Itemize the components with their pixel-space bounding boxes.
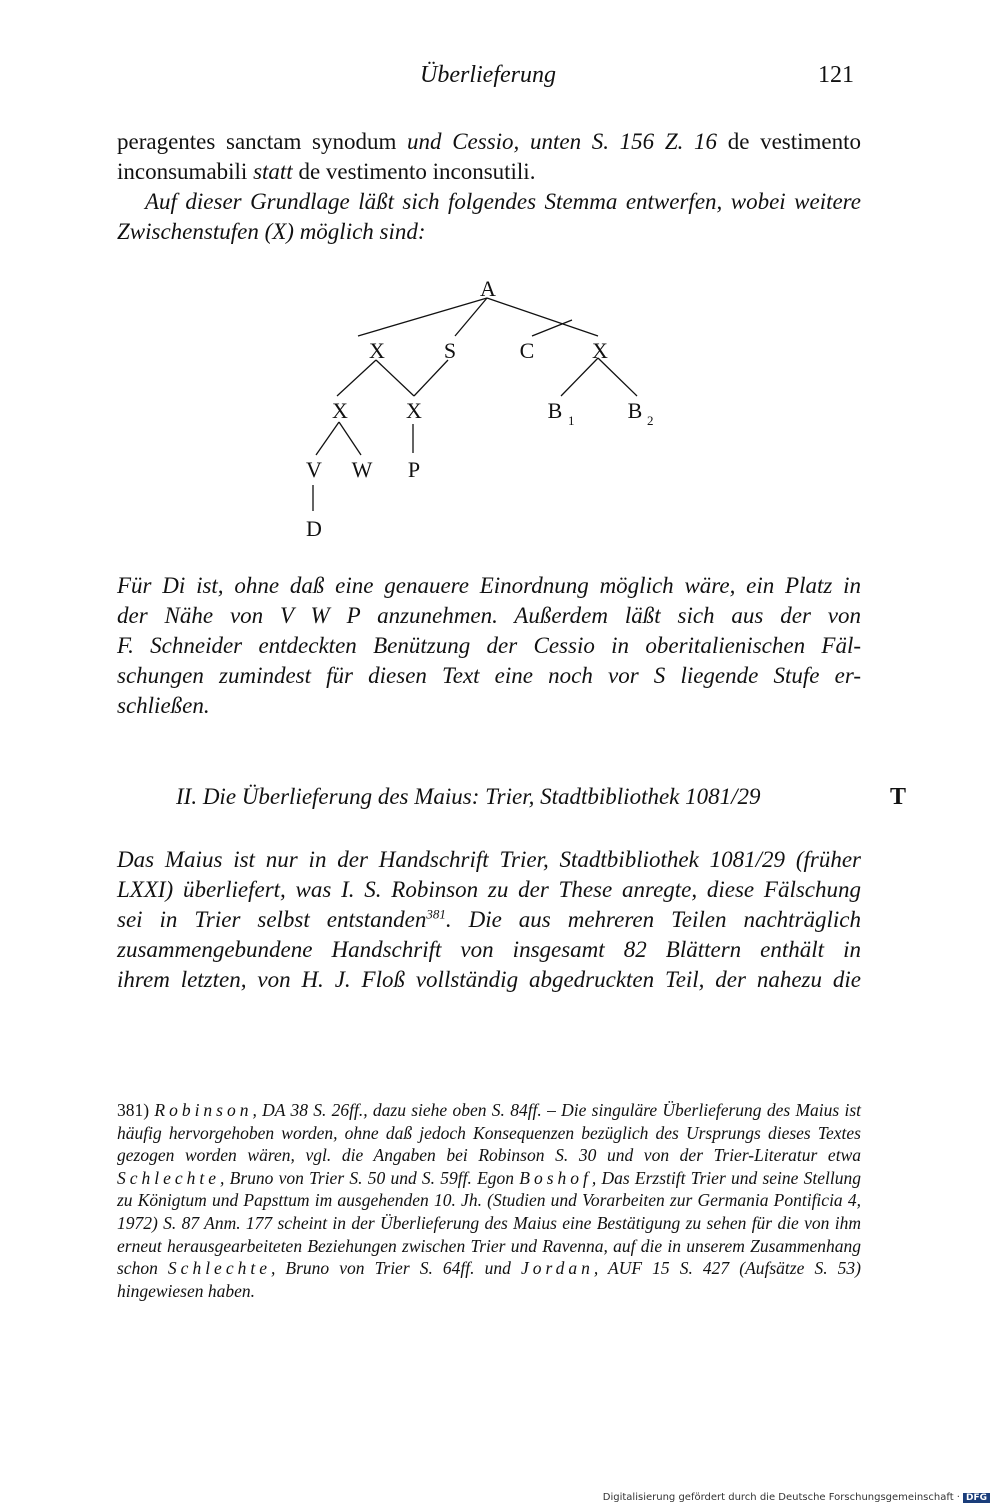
stemma-node-X2: X <box>592 338 608 363</box>
p1-run-4: statt <box>253 159 293 184</box>
footnote-number: 381) <box>117 1100 150 1120</box>
footnote-text: , Bruno von Trier S. 50 und S. 59ff. Egon <box>220 1167 520 1188</box>
text-line: schließen. <box>117 693 210 718</box>
stemma-node-C: C <box>519 338 535 363</box>
stemma-node-X1: X <box>369 338 385 363</box>
footnote-author: Schlechte <box>117 1167 221 1188</box>
edge-X2-B1 <box>561 358 598 396</box>
p1-run-3: de vestimento inconsumabili <box>117 129 862 184</box>
stemma-node-X3: X <box>332 398 348 423</box>
section-heading: II. Die Überlieferung des Maius: Trier, Stadtbibliothek 1081/29 <box>176 784 761 809</box>
footnote-author: Boshof <box>519 1167 592 1188</box>
text-line: ihrem letzten, von H. J. Floß vollständig abgedruckten Teil, der nahezu die <box>117 967 861 992</box>
p1-run-5: de vestimento inconsutili. <box>292 159 536 184</box>
stemma-node-A: A <box>480 276 496 301</box>
text-line-with-footnote-ref <box>117 905 861 935</box>
stemma-node-B1-subscript: 1 <box>568 413 575 428</box>
margin-mark: T <box>890 784 907 810</box>
footnote-text: , Das Erzstift Trier und seine Stellung zu Königtum und Papsttum im ausgehenden 10. Jh. (Studien und Vorarbeiten zur Germania Pontificia 4, 1972) S. 87 Anm. 177 scheint in der Überlieferung des Maius eine Bestätigung zu sehen für die von ihm erneut herausgearbeiteten Beziehungen zwischen Trier und Ravenna, auf die in unserem Zusammenhang schon <box>117 1167 861 1279</box>
stemma-node-D: D <box>306 516 322 541</box>
text-line: F. Schneider entdeckten Benützung der Cessio in oberitalienischen Fäl- <box>117 633 861 658</box>
line-text: . Die aus mehreren Teilen nachträglich <box>445 907 861 932</box>
stemma-intro-paragraph: Auf dieser Grundlage läßt sich folgendes Stemma entwerfen, wobei weitere Zwischenstufen (X) möglich sind: <box>117 189 861 244</box>
p1-run-1: peragentes sanctam synodum <box>117 129 408 154</box>
stemma-node-B2-subscript: 2 <box>647 413 654 428</box>
edge-branch-C <box>532 320 572 336</box>
stemma-node-X4: X <box>406 398 422 423</box>
p1-run-2: und Cessio, unten S. 156 Z. 16 <box>407 129 718 154</box>
digitization-credit <box>603 1492 990 1503</box>
footnote-author: Robinson <box>154 1100 253 1120</box>
edge-X1-X3 <box>337 360 376 396</box>
edge-X3-V <box>316 422 339 455</box>
text-line: LXXI) überliefert, was I. S. Robinson zu der These anregte, diese Fälschung <box>117 877 861 902</box>
footnote-author: Jordan <box>520 1258 594 1279</box>
footnote-381 <box>117 1099 861 1302</box>
text-line: Für Di ist, ohne daß eine genauere Einordnung möglich wäre, ein Platz in <box>117 573 861 598</box>
running-header-title: Überlieferung <box>420 62 556 88</box>
footnote-text: , AUF 15 S. 427 (Aufsätze S. 53) hingewiesen haben. <box>117 1258 861 1301</box>
edge-A-X1 <box>358 298 487 336</box>
footnote-text: , DA 38 S. 26ff., dazu siehe oben S. 84ff. – Die singuläre Überlieferung des Maius ist häufig hervorgehoben worden, ohne daß jedoch Konsequenzen bezüglich des Ursprungs dieses Textes gezogen worden wären, vgl. die Angaben bei Robinson S. 30 und von der Trier-Literatur etwa <box>117 1100 862 1166</box>
stemma-node-W: W <box>351 457 373 482</box>
edge-X2-B2 <box>598 358 637 396</box>
footnote-author: Schlechte <box>167 1258 271 1279</box>
maius-paragraph <box>117 845 861 995</box>
edge-X1-X4 <box>376 360 414 396</box>
stemma-node-V: V <box>306 457 322 482</box>
edge-X3-W <box>339 422 361 455</box>
text-line: schungen zumindest für diesen Text eine noch vor S liegende Stufe er- <box>117 663 861 688</box>
line-text: sei in Trier selbst entstanden <box>117 907 427 932</box>
edge-A-X2 <box>487 298 598 336</box>
footnote-reference[interactable]: 381 <box>426 906 446 922</box>
edge-S-X4 <box>414 360 448 396</box>
stemma-commentary-paragraph <box>117 571 861 721</box>
dfg-logo: DFG <box>963 1493 990 1503</box>
credit-text: Digitalisierung gefördert durch die Deutsche Forschungsgemeinschaft · <box>602 1492 960 1503</box>
page-number: 121 <box>818 62 854 88</box>
stemma-node-B1: B <box>547 398 563 423</box>
footnote-text: , Bruno von Trier S. 64ff. und <box>270 1258 521 1279</box>
text-line: Das Maius ist nur in der Handschrift Trier, Stadtbibliothek 1081/29 (früher <box>117 847 861 872</box>
text-line: der Nähe von V W P anzunehmen. Außerdem läßt sich aus der von <box>117 603 861 628</box>
edge-A-S <box>455 298 487 336</box>
stemma-node-P: P <box>407 457 421 482</box>
text-line: zusammengebundene Handschrift von insgesamt 82 Blättern enthält in <box>117 937 861 962</box>
stemma-node-S: S <box>443 338 457 363</box>
stemma-node-B2: B <box>627 398 643 423</box>
